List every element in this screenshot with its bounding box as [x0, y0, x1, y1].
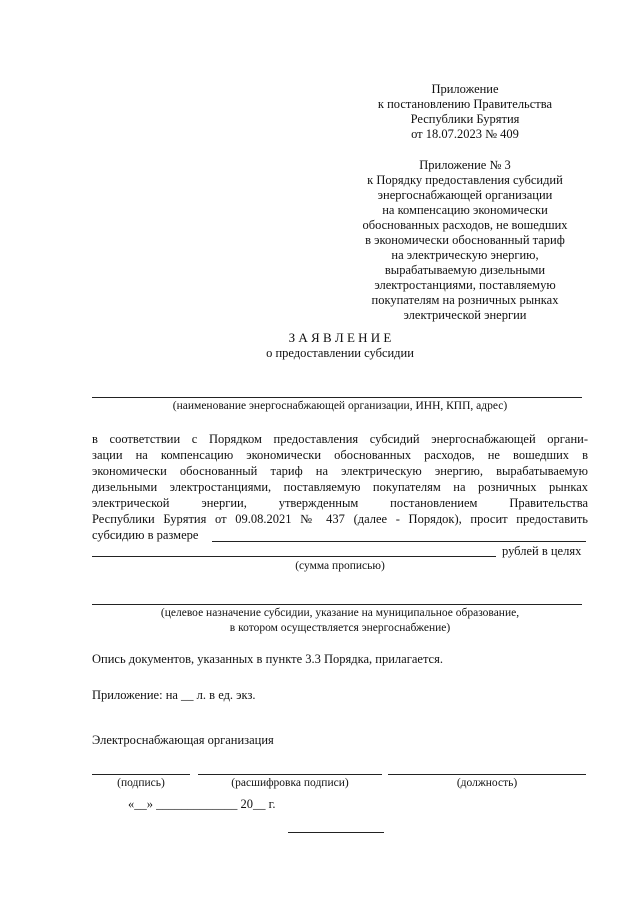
body-line: в соответствии с Порядком предоставления субсидий энергоснабжающей органи- [92, 432, 588, 446]
appendix-label: Приложение [431, 82, 499, 96]
document-title: З А Я В Л Е Н И Е [288, 330, 392, 345]
appendix-3-line: в экономически обоснованный тариф [365, 233, 565, 247]
date-line: «__» _____________ 20__ г. [128, 797, 276, 811]
appendix-3-line: обоснованных расходов, не вошедших [362, 218, 568, 232]
position-field-line [388, 774, 586, 775]
org-name-field-line [92, 397, 582, 398]
body-line: экономически обоснованный тариф на электрическую энергию, вырабатываемую [92, 464, 588, 478]
bottom-separator [288, 832, 384, 833]
purpose-field-line [92, 604, 582, 605]
body-line: дизельными электростанциями, поставляемую покупателям на розничных рынках [92, 480, 588, 494]
amount-field-line [212, 541, 586, 542]
signature-caption: (подпись) [117, 777, 165, 789]
org-name-caption: (наименование энергоснабжающей организации, ИНН, КПП, адрес) [172, 400, 508, 412]
appendix-republic: Республики Бурятия [410, 112, 520, 126]
signature-decoding-field-line [198, 774, 382, 775]
appendix-3-line: на компенсацию экономически [382, 203, 548, 217]
appendix-3-line: Приложение № 3 [419, 158, 511, 172]
attachment-note: Приложение: на __ л. в ед. экз. [92, 688, 256, 702]
appendix-3-line: на электрическую энергию, [391, 248, 539, 262]
appendix-3-line: энергоснабжающей организации [377, 188, 553, 202]
body-line: Республики Бурятия от 09.08.2021 № 437 (далее - Порядок), просит предоставить [92, 512, 588, 526]
body-line: электрической энергии, утвержденным постановлением Правительства [92, 496, 588, 510]
rubles-label: рублей в целях [502, 544, 582, 558]
amount-caption: (сумма прописью) [295, 560, 385, 572]
appendix-3-line: вырабатываемую дизельными [384, 263, 546, 277]
document-subtitle: о предоставлении субсидии [266, 346, 414, 360]
inventory-note: Опись документов, указанных в пункте 3.3 Порядка, прилагается. [92, 652, 443, 666]
appendix-3-line: электрической энергии [403, 308, 527, 322]
signature-decoding-caption: (расшифровка подписи) [231, 777, 349, 789]
purpose-caption-cont: в котором осуществляется энергоснабжение) [229, 622, 451, 634]
organization-label: Электроснабжающая организация [92, 733, 274, 747]
appendix-decree-ref: к постановлению Правительства [377, 97, 553, 111]
appendix-date-number: от 18.07.2023 № 409 [411, 127, 519, 141]
body-line: зации на компенсацию экономически обоснованных расходов, не вошедших в [92, 448, 588, 462]
signature-field-line [92, 774, 190, 775]
appendix-3-line: к Порядку предоставления субсидий [367, 173, 563, 187]
amount-words-field-line [92, 556, 496, 557]
amount-label: субсидию в размере [92, 528, 199, 542]
appendix-3-line: электростанциями, поставляемую [374, 278, 556, 292]
purpose-caption: (целевое назначение субсидии, указание на муниципальное образование, [160, 607, 520, 619]
appendix-3-line: покупателям на розничных рынках [371, 293, 559, 307]
position-caption: (должность) [456, 777, 518, 789]
